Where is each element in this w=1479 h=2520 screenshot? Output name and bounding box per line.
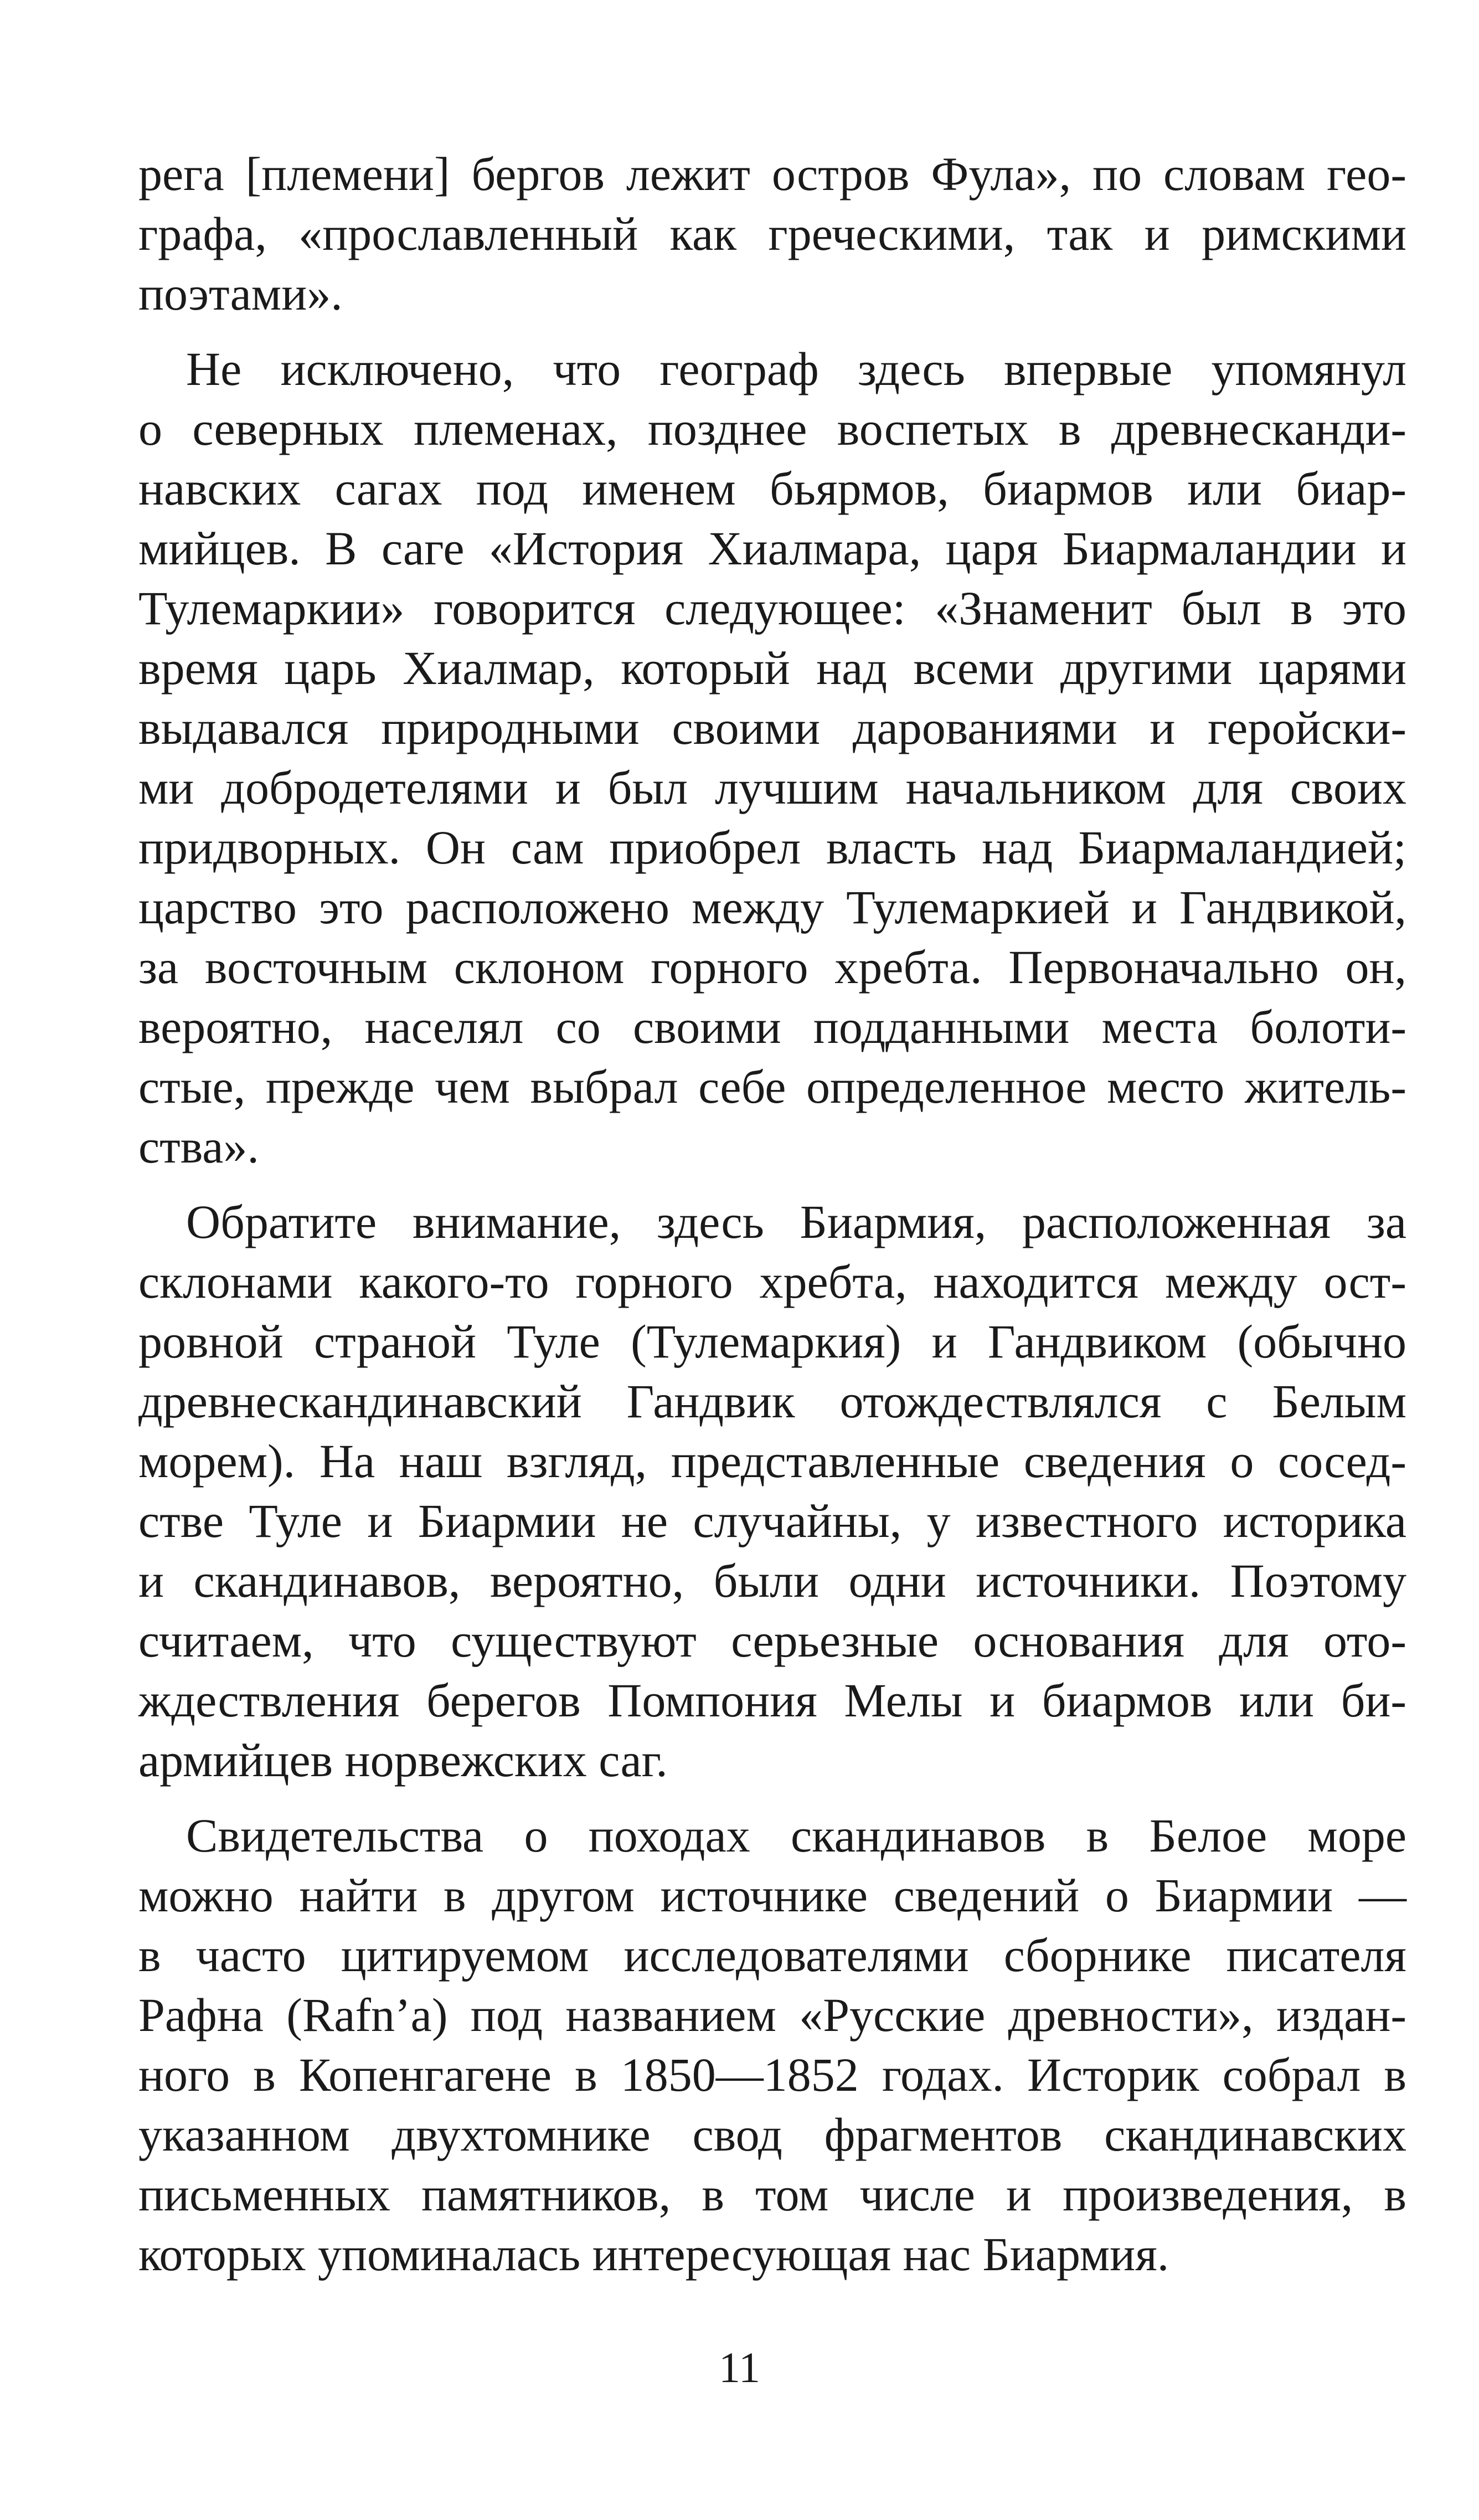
- text-line: Свидетельства о походах скандинавов в Белое море: [186, 1809, 1406, 1862]
- text-line: ми добродетелями и был лучшим начальником для своих: [138, 761, 1406, 814]
- text-line: стые, прежде чем выбрал себе определенное место житель-: [138, 1060, 1406, 1113]
- text-line: навских сагах под именем бьярмов, биармов или биар-: [138, 462, 1406, 515]
- text-line: древнескандинавский Гандвик отождествлялся с Белым: [138, 1375, 1406, 1428]
- text-line: ровной страной Туле (Тулемаркия) и Гандвиком (обычно: [138, 1315, 1406, 1368]
- text-line: Рафна (Rafn’a) под названием «Русские древности», издан-: [138, 1988, 1406, 2041]
- text-line: Тулемаркии» говорится следующее: «Знаменит был в это: [138, 582, 1406, 635]
- text-line: стве Туле и Биармии не случайны, у известного историка: [138, 1494, 1406, 1547]
- text-line: графа, «прославленный как греческими, так и римскими: [138, 207, 1406, 260]
- text-line: склонами какого-то горного хребта, находится между ост-: [138, 1255, 1406, 1308]
- text-line: царство это расположено между Тулемаркией и Гандвикой,: [138, 881, 1406, 934]
- text-line: Обратите внимание, здесь Биармия, расположенная за: [186, 1195, 1406, 1248]
- text-line: мийцев. В саге «История Хиалмара, царя Биармаландии и: [138, 522, 1406, 575]
- text-line: в часто цитируемом исследователями сборнике писателя: [138, 1928, 1406, 1982]
- text-line: ждествления берегов Помпония Мелы и биармов или би-: [138, 1674, 1406, 1727]
- text-line: поэтами».: [138, 267, 343, 320]
- text-line: ства».: [138, 1120, 259, 1173]
- text-line: которых упоминалась интересующая нас Биармия.: [138, 2228, 1169, 2281]
- text-line: за восточным склоном горного хребта. Первоначально он,: [138, 940, 1406, 994]
- text-line: придворных. Он сам приобрел власть над Биармаландией;: [138, 821, 1406, 874]
- text-line: письменных памятников, в том числе и произведения, в: [138, 2168, 1406, 2221]
- text-line: и скандинавов, вероятно, были одни источники. Поэтому: [138, 1554, 1406, 1607]
- text-line: время царь Хиалмар, который над всеми другими царями: [138, 641, 1406, 695]
- text-line: Не исключено, что географ здесь впервые упомянул: [186, 342, 1406, 395]
- text-line: армийцев норвежских саг.: [138, 1734, 668, 1787]
- text-line: считаем, что существуют серьезные основания для ото-: [138, 1614, 1406, 1667]
- text-line: о северных племенах, позднее воспетых в древнесканди-: [138, 402, 1406, 455]
- text-line: рега [племени] бергов лежит остров Фула», по словам гео-: [138, 147, 1406, 200]
- text-line: выдавался природными своими дарованиями и геройски-: [138, 701, 1406, 754]
- paragraph: [138, 144, 1406, 323]
- page-body: [138, 144, 1406, 2284]
- page-number: 11: [718, 2343, 761, 2392]
- text-line: указанном двухтомнике свод фрагментов скандинавских: [138, 2108, 1406, 2161]
- text-line: ного в Копенгагене в 1850—1852 годах. Историк собрал в: [138, 2048, 1406, 2101]
- paragraph: [138, 1806, 1406, 2284]
- paragraph: [138, 339, 1406, 1176]
- text-line: вероятно, населял со своими подданными места болоти-: [138, 1000, 1406, 1053]
- paragraph: [138, 1192, 1406, 1790]
- text-line: морем). На наш взгляд, представленные сведения о сосед-: [138, 1434, 1406, 1488]
- text-line: можно найти в другом источнике сведений о Биармии —: [138, 1869, 1406, 1922]
